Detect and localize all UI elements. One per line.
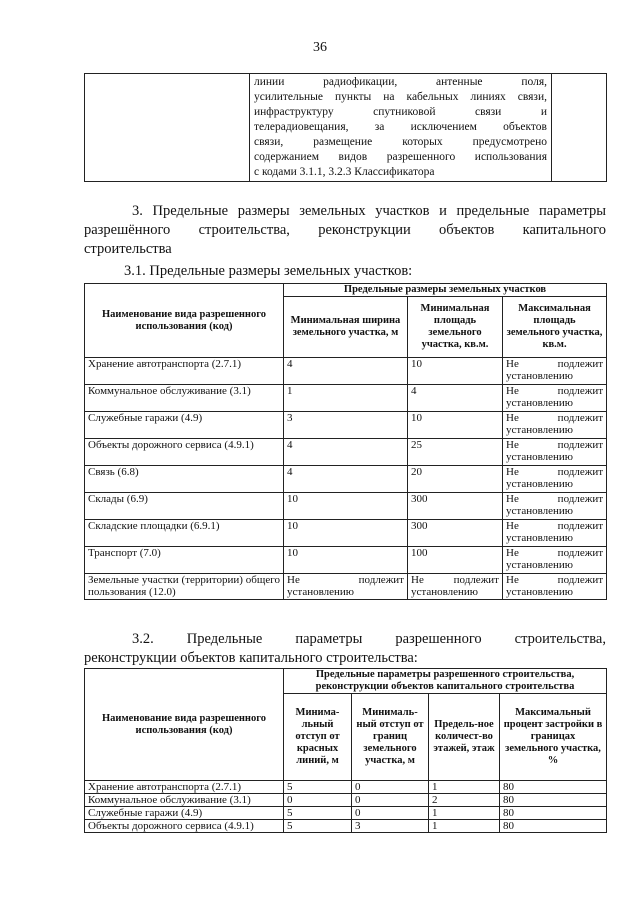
min-width-cell: 1 bbox=[284, 385, 408, 412]
header-col3: Предель-ное количест-во этажей, этаж bbox=[429, 694, 500, 781]
max-area-cell: Не подлежит установлению bbox=[503, 358, 607, 385]
min-area-cell: 10 bbox=[408, 412, 503, 439]
section-3-title bbox=[84, 202, 606, 259]
page-number: 36 bbox=[313, 40, 327, 55]
table-row bbox=[85, 820, 607, 833]
header-col2: Минималь-ный отступ от границ земельного участка, м bbox=[352, 694, 429, 781]
text-line: телерадиовещания, за исключением объектов bbox=[254, 121, 547, 133]
min-width-cell: 10 bbox=[284, 547, 408, 574]
use-name-cell: Служебные гаражи (4.9) bbox=[85, 412, 284, 439]
min-width-cell: 4 bbox=[284, 466, 408, 493]
construction-parameters-table bbox=[84, 668, 607, 833]
table-header-row bbox=[85, 284, 607, 297]
use-name-cell: Складские площадки (6.9.1) bbox=[85, 520, 284, 547]
use-name-cell: Транспорт (7.0) bbox=[85, 547, 284, 574]
max-area-cell: Не подлежит установлению bbox=[503, 439, 607, 466]
use-name-cell: Связь (6.8) bbox=[85, 466, 284, 493]
table-row bbox=[85, 547, 607, 574]
header-min-area: Минимальная площадь земельного участка, кв.м. bbox=[408, 297, 503, 358]
title-line: 3.2. Предельные параметры разрешенного строительства, bbox=[132, 631, 606, 647]
min-width-cell: 4 bbox=[284, 439, 408, 466]
title-line: реконструкции объектов капитального строительства: bbox=[84, 650, 418, 666]
text-line: инфраструктуру спутниковой связи и bbox=[254, 106, 547, 118]
max-area-cell: Не подлежит установлению bbox=[503, 574, 607, 600]
min-area-cell: Не подлежит установлению bbox=[408, 574, 503, 600]
min-width-cell: 3 bbox=[284, 412, 408, 439]
min-area-cell: 100 bbox=[408, 547, 503, 574]
use-name-cell: Земельные участки (территории) общего пользования (12.0) bbox=[85, 574, 284, 600]
table-cell bbox=[85, 74, 250, 182]
header-group: Предельные параметры разрешенного строительства, реконструкции объектов капитального строительства bbox=[284, 669, 607, 694]
max-area-cell: Не подлежит установлению bbox=[503, 493, 607, 520]
max-area-cell: Не подлежит установлению bbox=[503, 547, 607, 574]
land-plot-sizes-table bbox=[84, 283, 607, 600]
table-row bbox=[85, 412, 607, 439]
min-area-cell: 20 bbox=[408, 466, 503, 493]
text-line: связи, размещение которых предусмотрено bbox=[254, 136, 547, 148]
max-area-cell: Не подлежит установлению bbox=[503, 520, 607, 547]
coverage-percent-cell: 80 bbox=[500, 820, 607, 833]
table-row bbox=[85, 781, 607, 794]
section-31-title: 3.1. Предельные размеры земельных участков: bbox=[124, 263, 413, 279]
red-line-setback-cell: 0 bbox=[284, 794, 352, 807]
table-cell bbox=[552, 74, 607, 182]
red-line-setback-cell: 5 bbox=[284, 820, 352, 833]
use-name-cell: Хранение автотранспорта (2.7.1) bbox=[85, 781, 284, 794]
min-area-cell: 300 bbox=[408, 520, 503, 547]
table-row bbox=[85, 807, 607, 820]
red-line-setback-cell: 5 bbox=[284, 807, 352, 820]
header-group: Предельные размеры земельных участков bbox=[284, 284, 607, 297]
table-header-row bbox=[85, 669, 607, 694]
use-name-cell: Коммунальное обслуживание (3.1) bbox=[85, 385, 284, 412]
boundary-setback-cell: 0 bbox=[352, 794, 429, 807]
title-line: разрешённого строительства, реконструкции объектов капитального bbox=[84, 222, 606, 238]
table-row bbox=[85, 520, 607, 547]
header-name: Наименование вида разрешенного использования (код) bbox=[85, 284, 284, 358]
header-max-area: Максимальная площадь земельного участка, кв.м. bbox=[503, 297, 607, 358]
min-width-cell: Не подлежит установлению bbox=[284, 574, 408, 600]
continuation-text bbox=[250, 74, 552, 182]
coverage-percent-cell: 80 bbox=[500, 794, 607, 807]
table-row bbox=[85, 493, 607, 520]
text-line: усилительные пункты на кабельных линиях связи, bbox=[254, 91, 547, 103]
boundary-setback-cell: 0 bbox=[352, 781, 429, 794]
use-name-cell: Коммунальное обслуживание (3.1) bbox=[85, 794, 284, 807]
min-area-cell: 4 bbox=[408, 385, 503, 412]
use-name-cell: Хранение автотранспорта (2.7.1) bbox=[85, 358, 284, 385]
table-row bbox=[85, 74, 607, 182]
floors-cell: 1 bbox=[429, 820, 500, 833]
header-name: Наименование вида разрешенного использования (код) bbox=[85, 669, 284, 781]
min-area-cell: 10 bbox=[408, 358, 503, 385]
header-min-width: Минимальная ширина земельного участка, м bbox=[284, 297, 408, 358]
title-line: строительства bbox=[84, 241, 172, 257]
red-line-setback-cell: 5 bbox=[284, 781, 352, 794]
min-area-cell: 25 bbox=[408, 439, 503, 466]
table-row bbox=[85, 466, 607, 493]
table-row bbox=[85, 574, 607, 600]
title-line: 3. Предельные размеры земельных участков и предельные параметры bbox=[132, 203, 606, 219]
table-row bbox=[85, 358, 607, 385]
coverage-percent-cell: 80 bbox=[500, 781, 607, 794]
use-name-cell: Склады (6.9) bbox=[85, 493, 284, 520]
text-line: содержанием видов разрешенного использования bbox=[254, 151, 547, 163]
boundary-setback-cell: 0 bbox=[352, 807, 429, 820]
table-row bbox=[85, 439, 607, 466]
text-line: линии радиофикации, антенные поля, bbox=[254, 76, 547, 88]
use-name-cell: Объекты дорожного сервиса (4.9.1) bbox=[85, 820, 284, 833]
continuation-table bbox=[84, 73, 607, 182]
use-name-cell: Объекты дорожного сервиса (4.9.1) bbox=[85, 439, 284, 466]
table-row bbox=[85, 794, 607, 807]
header-col1: Минима-льный отступ от красных линий, м bbox=[284, 694, 352, 781]
boundary-setback-cell: 3 bbox=[352, 820, 429, 833]
max-area-cell: Не подлежит установлению bbox=[503, 385, 607, 412]
min-width-cell: 10 bbox=[284, 493, 408, 520]
use-name-cell: Служебные гаражи (4.9) bbox=[85, 807, 284, 820]
floors-cell: 1 bbox=[429, 807, 500, 820]
min-area-cell: 300 bbox=[408, 493, 503, 520]
header-col4: Максимальный процент застройки в границах земельного участка, % bbox=[500, 694, 607, 781]
max-area-cell: Не подлежит установлению bbox=[503, 466, 607, 493]
min-width-cell: 4 bbox=[284, 358, 408, 385]
floors-cell: 2 bbox=[429, 794, 500, 807]
coverage-percent-cell: 80 bbox=[500, 807, 607, 820]
max-area-cell: Не подлежит установлению bbox=[503, 412, 607, 439]
text-line: с кодами 3.1.1, 3.2.3 Классификатора bbox=[254, 166, 435, 178]
table-row bbox=[85, 385, 607, 412]
floors-cell: 1 bbox=[429, 781, 500, 794]
section-32-title bbox=[84, 630, 606, 668]
min-width-cell: 10 bbox=[284, 520, 408, 547]
